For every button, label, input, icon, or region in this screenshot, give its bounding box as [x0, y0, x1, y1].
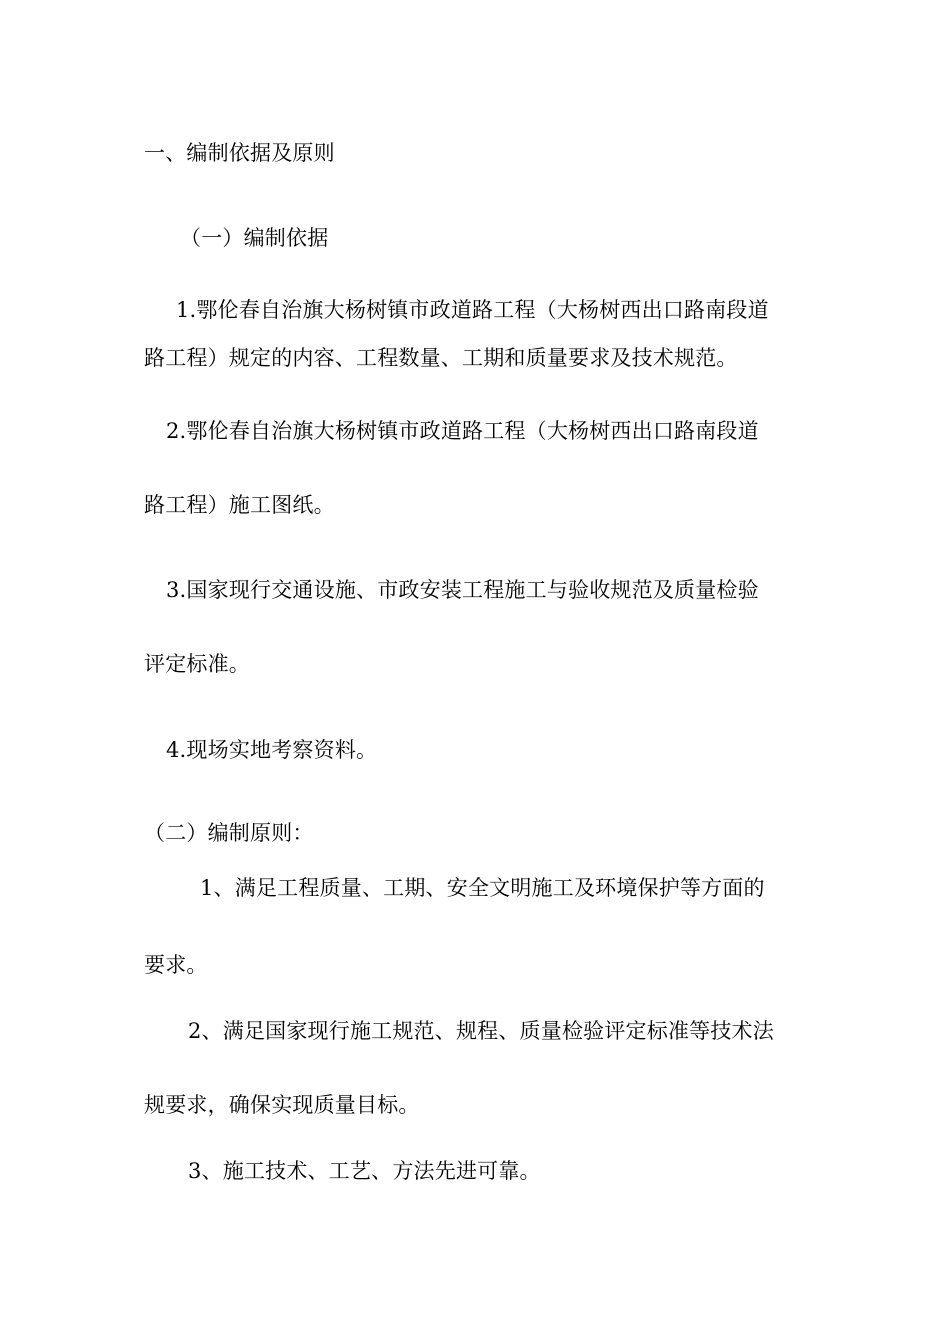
basis-item-2-line-2: 路工程）施工图纸。: [144, 493, 335, 517]
basis-item-4-line-1: 4.现场实地考察资料。: [166, 738, 378, 762]
principles-item-1-line-2: 要求。: [144, 953, 208, 977]
basis-heading: （一）编制依据: [180, 226, 329, 250]
basis-item-1-line-2: 路工程）规定的内容、工程数量、工期和质量要求及技术规范。: [144, 346, 738, 370]
principles-item-2-line-2: 规要求，确保实现质量目标。: [144, 1093, 420, 1117]
basis-item-3-line-2: 评定标准。: [144, 652, 250, 676]
principles-item-1-line-1: 1、满足工程质量、工期、安全文明施工及环境保护等方面的: [200, 876, 765, 900]
basis-item-1-line-1: 1.鄂伦春自治旗大杨树镇市政道路工程（大杨树西出口路南段道: [176, 298, 769, 322]
principles-item-2-line-1: 2、满足国家现行施工规范、规程、质量检验评定标准等技术法: [188, 1019, 774, 1043]
basis-item-3-line-1: 3.国家现行交通设施、市政安装工程施工与验收规范及质量检验: [166, 578, 759, 602]
principles-heading: （二）编制原则：: [144, 821, 314, 845]
basis-item-2-line-1: 2.鄂伦春自治旗大杨树镇市政道路工程（大杨树西出口路南段道: [166, 419, 759, 443]
section-title: 一、编制依据及原则: [144, 141, 335, 165]
principles-item-3-line-1: 3、施工技术、工艺、方法先进可靠。: [188, 1159, 541, 1183]
